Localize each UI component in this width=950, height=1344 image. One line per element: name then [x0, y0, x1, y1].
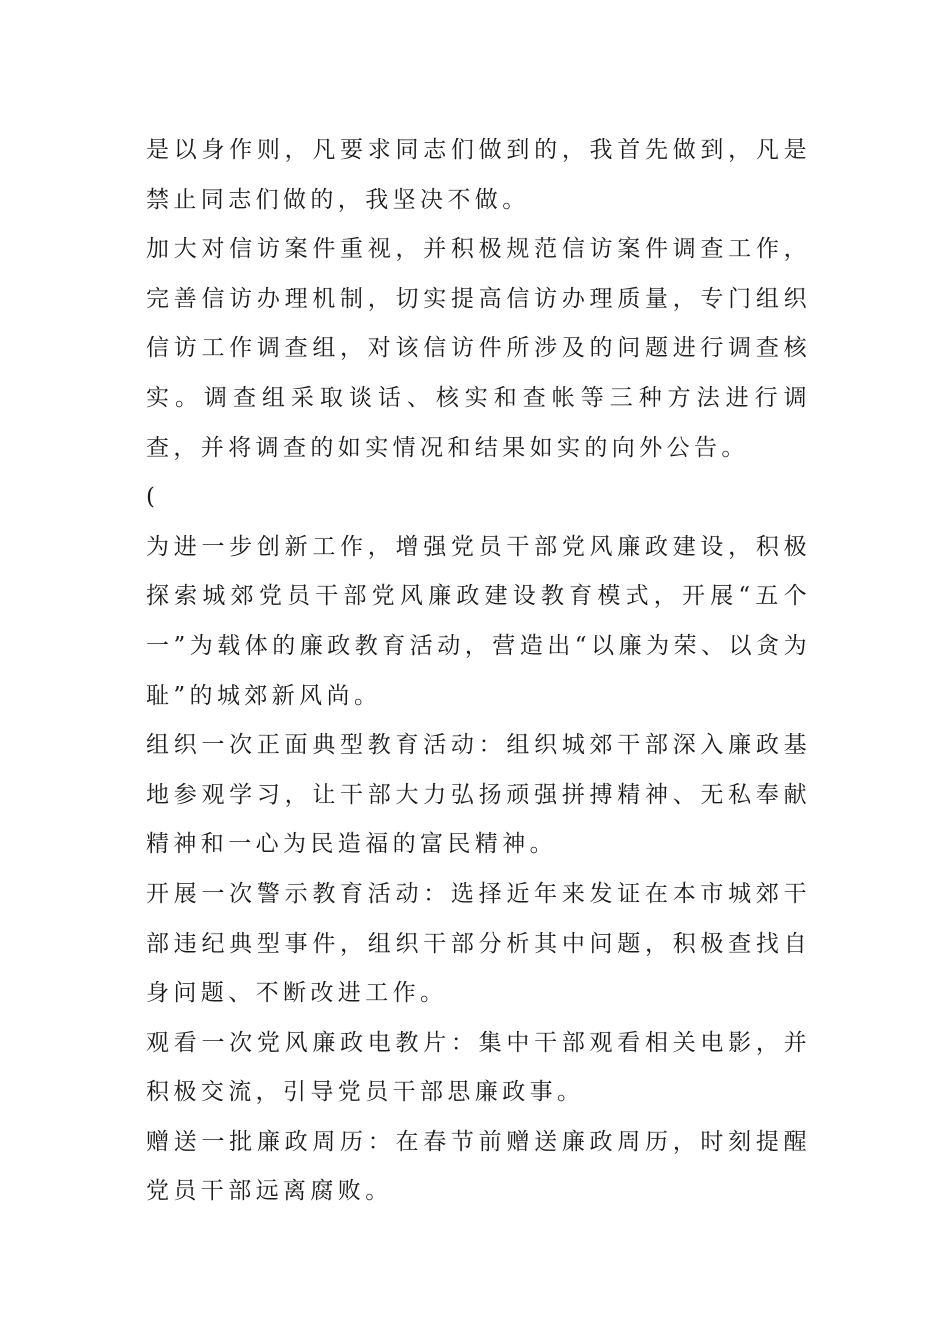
- paragraph-open-parenthesis: (: [146, 484, 155, 511]
- document-body: [146, 126, 811, 1217]
- paragraph-positive-model-education: 组织一次正面典型教育活动：组织城郊干部深入廉政基地参观学习，让干部大力弘扬顽强拼搏精神、无私奉献精神和一心为民造福的富民精神。: [146, 732, 811, 858]
- paragraph-petition-cases: 加大对信访案件重视，并积极规范信访案件调查工作，完善信访办理机制，切实提高信访办理质量，专门组织信访工作调查组，对该信访件所涉及的问题进行调查核实。调查组采取谈话、核实和查帐等三种方法进行调查，并将调查的如实情况和结果如实的向外公告。: [146, 236, 811, 461]
- paragraph-warning-education: 开展一次警示教育活动：选择近年来发证在本市城郊干部违纪典型事件，组织干部分析其中问题，积极查找自身问题、不断改进工作。: [146, 880, 811, 1007]
- paragraph-education-film: 观看一次党风廉政电教片：集中干部观看相关电影，并积极交流，引导党员干部思廉政事。: [146, 1029, 811, 1106]
- paragraph-five-ones-intro: 为进一步创新工作，增强党员干部党风廉政建设，积极探索城郊党员干部党风廉政建设教育模式，开展“五个一”为载体的廉政教育活动，营造出“以廉为荣、以贪为耻”的城郊新风尚。: [146, 533, 811, 709]
- paragraph-integrity-calendar: 赠送一批廉政周历：在春节前赠送廉政周历，时刻提醒党员干部远离腐败。: [146, 1128, 811, 1205]
- paragraph-lead-by-example: 是以身作则，凡要求同志们做到的，我首先做到，凡是禁止同志们做的，我坚决不做。: [146, 137, 811, 213]
